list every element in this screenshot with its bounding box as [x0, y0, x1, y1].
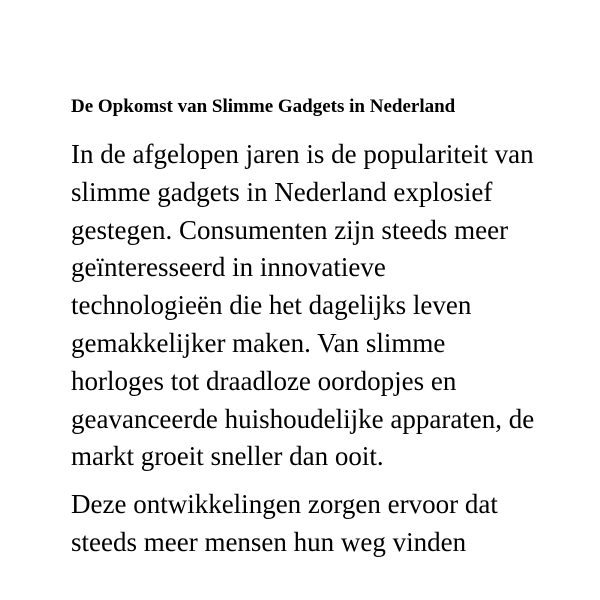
- article-title: De Opkomst van Slimme Gadgets in Nederland: [71, 96, 456, 117]
- article: [71, 94, 541, 562]
- article-paragraph-2: Deze ontwikkelingen zorgen ervoor dat steeds meer mensen hun weg vinden: [71, 489, 498, 557]
- article-paragraph-1: In de afgelopen jaren is de populariteit van slimme gadgets in Nederland explosief gestegen. Consumenten zijn steeds meer geïnteresseerd in innovatieve technologieën die het dagelijks leven gemakkelijker maken. Van slimme horloges tot draadloze oordopjes en geavanceerde huishoudelijke apparaten, de markt groeit sneller dan ooit.: [71, 139, 535, 472]
